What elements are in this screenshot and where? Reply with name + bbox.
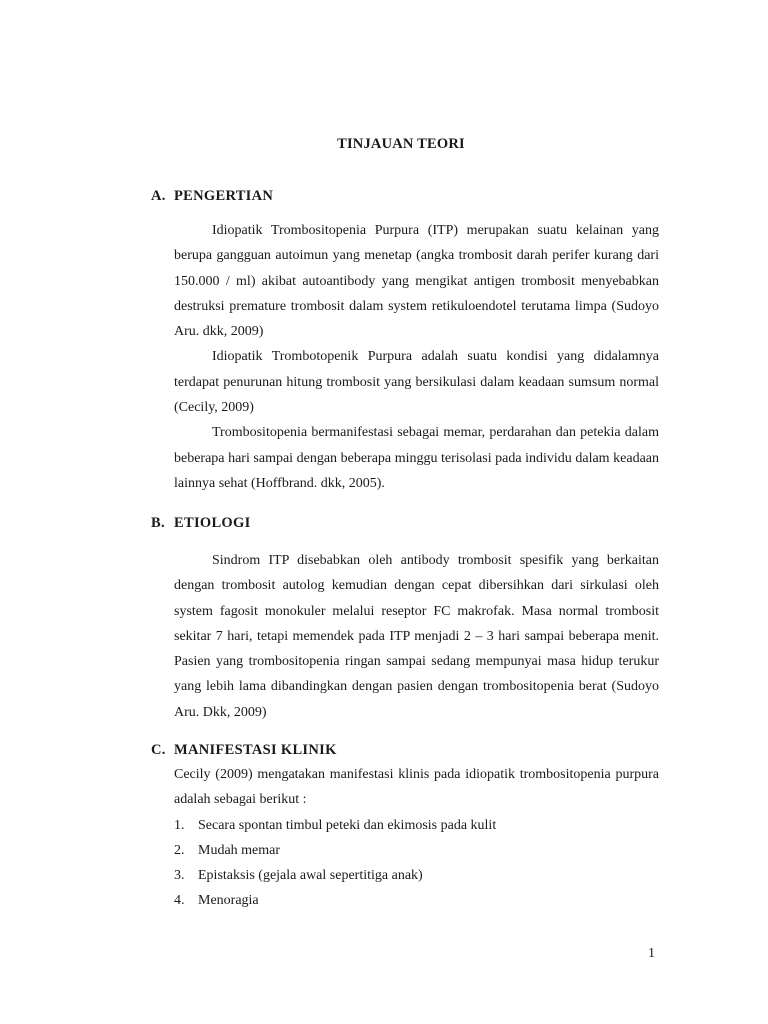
section-letter: B. <box>151 515 165 531</box>
manifestation-list <box>174 813 659 914</box>
list-item <box>174 888 659 913</box>
list-number: 3. <box>174 868 185 884</box>
section-title: ETIOLOGI <box>174 515 251 531</box>
list-number: 1. <box>174 817 185 833</box>
section-etiologi <box>151 512 659 725</box>
section-heading <box>151 512 659 534</box>
section-heading <box>151 185 659 207</box>
section-pengertian <box>151 185 659 496</box>
section-body <box>174 218 659 496</box>
list-number: 2. <box>174 842 185 858</box>
section-manifestasi-klinik <box>151 739 659 914</box>
section-heading <box>151 739 659 761</box>
list-text: Secara spontan timbul peteki dan ekimosis pada kulit <box>198 817 497 833</box>
intro-paragraph: Cecily (2009) mengatakan manifestasi klinis pada idiopatik trombositopenia purpura adalah sebagai berikut : <box>174 767 659 808</box>
section-letter: A. <box>151 188 166 204</box>
section-title: PENGERTIAN <box>174 188 274 204</box>
list-item <box>174 863 659 888</box>
section-body <box>174 548 659 725</box>
section-title: MANIFESTASI KLINIK <box>174 742 337 758</box>
list-text: Epistaksis (gejala awal sepertitiga anak) <box>198 868 423 884</box>
list-text: Mudah memar <box>198 842 281 858</box>
paragraph: Idiopatik Trombotopenik Purpura adalah suatu kondisi yang didalamnya terdapat penurunan hitung trombosit yang bersikulasi dalam keadaan sumsum normal (Cecily, 2009) <box>174 349 659 416</box>
section-letter: C. <box>151 742 166 758</box>
list-text: Menoragia <box>198 893 259 909</box>
list-number: 4. <box>174 893 185 909</box>
list-item <box>174 838 659 863</box>
list-item <box>174 813 659 838</box>
paragraph: Idiopatik Trombositopenia Purpura (ITP) merupakan suatu kelainan yang berupa gangguan autoimun yang menetap (angka trombosit darah perifer kurang dari 150.000 / ml) akibat autoantibody yang mengikat antigen trombosit menyebabkan destruksi premature trombosit dalam system retikuloendotel terutama limpa (Sudoyo Aru. dkk, 2009) <box>174 223 659 340</box>
paragraph: Trombositopenia bermanifestasi sebagai memar, perdarahan dan petekia dalam beberapa hari sampai dengan beberapa minggu terisolasi pada individu dalam keadaan lainnya sehat (Hoffbrand. dkk, 2005). <box>174 425 659 491</box>
document-title: TINJAUAN TEORI <box>337 136 465 152</box>
section-body <box>174 762 659 914</box>
page-number: 1 <box>648 946 655 961</box>
paragraph: Sindrom ITP disebabkan oleh antibody trombosit spesifik yang berkaitan dengan trombosit autolog kemudian dengan cepat dibersihkan dari sirkulasi oleh system fagosit monokuler melalui reseptor FC makrofak. Masa normal trombosit sekitar 7 hari, tetapi memendek pada ITP menjadi 2 – 3 hari sampai beberapa menit. Pasien yang trombositopenia ringan sampai sedang mempunyai masa hidup terukur yang lebih lama dibandingkan dengan pasien dengan trombositopenia berat (Sudoyo Aru. Dkk, 2009) <box>174 553 659 720</box>
